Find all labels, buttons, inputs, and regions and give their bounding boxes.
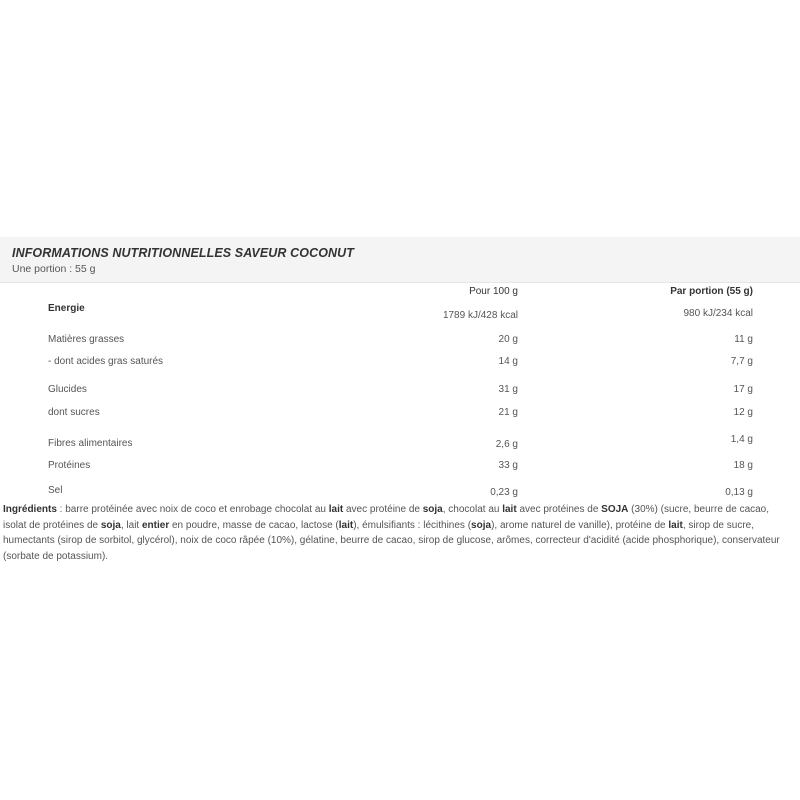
ingredients-segment: avec protéine de (343, 504, 423, 515)
row-value-per-portion: 980 kJ/234 kcal (683, 308, 753, 319)
row-value-per-100g: 21 g (498, 407, 518, 418)
table-row (0, 334, 800, 350)
row-label: Energie (48, 303, 85, 314)
row-value-per-100g: 1789 kJ/428 kcal (442, 310, 518, 321)
allergen: lait (328, 504, 344, 515)
allergen: entier (141, 519, 170, 531)
allergen: lait (338, 519, 354, 531)
ingredients-heading: Ingrédients (3, 504, 57, 515)
allergen: lait (502, 504, 517, 515)
ingredients-text (3, 502, 795, 564)
ingredients-segment: avec protéines de (516, 504, 602, 515)
ingredients-segment: en poudre, masse de cacao, lactose ( (169, 519, 339, 531)
table-row (0, 407, 800, 423)
table-row (0, 434, 800, 454)
allergen: SOJA (601, 504, 629, 515)
allergen: soja (471, 519, 492, 531)
ingredients-segment: , chocolat au (442, 504, 503, 515)
row-value-per-100g: 31 g (498, 384, 518, 395)
row-label: Matières grasses (48, 334, 125, 345)
ingredients-segment: ), arome naturel de vanille), protéine de (491, 519, 669, 531)
nutrition-table (0, 283, 800, 503)
row-label: Glucides (48, 384, 87, 395)
nutrition-header (0, 237, 800, 283)
ingredients-segment: , sirop de sucre, humectants (sirop de sorbitol, glycérol), noix de coco râpée (10%), gélatine, beurre de cacao, sirop de glucose, arômes, correcteur d'acidité (acide phosphorique), conservateur (sorbate de potassium). (3, 519, 780, 562)
row-value-per-portion: 11 g (734, 334, 753, 345)
allergen: lait (668, 519, 683, 531)
table-row (0, 303, 800, 319)
column-header-per-100g: Pour 100 g (469, 286, 518, 297)
nutrition-title: INFORMATIONS NUTRITIONNELLES SAVEUR COCONUT (12, 246, 355, 260)
row-label: Sel (48, 485, 63, 496)
row-value-per-portion: 7,7 g (730, 356, 753, 367)
row-label: dont sucres (48, 407, 100, 418)
row-label: Fibres alimentaires (48, 438, 133, 449)
nutrition-panel (0, 237, 800, 503)
row-value-per-100g: 33 g (498, 460, 518, 471)
ingredients-segment: , lait (120, 519, 142, 531)
row-value-per-portion: 0,13 g (725, 487, 753, 498)
row-value-per-100g: 0,23 g (490, 487, 518, 498)
ingredients-segment: (30%) (sucre, beurre de cacao, isolat de protéines de (3, 504, 770, 531)
portion-size: Une portion : 55 g (12, 263, 96, 275)
row-label: - dont acides gras saturés (48, 356, 164, 367)
table-row (0, 356, 800, 372)
table-row (0, 384, 800, 400)
ingredients-segment: ), émulsifiants : lécithines ( (353, 519, 472, 531)
row-value-per-100g: 14 g (498, 356, 518, 367)
allergen: soja (422, 504, 443, 515)
row-value-per-portion: 12 g (733, 407, 753, 418)
table-row (0, 460, 800, 476)
row-value-per-100g: 20 g (498, 334, 518, 345)
ingredients-segment: : barre protéinée avec noix de coco et enrobage chocolat au (56, 504, 329, 515)
row-label: Protéines (48, 460, 91, 471)
row-value-per-portion: 1,4 g (730, 434, 753, 445)
row-value-per-portion: 18 g (733, 460, 753, 471)
row-value-per-portion: 17 g (733, 384, 753, 395)
table-row (0, 485, 800, 501)
allergen: soja (100, 519, 121, 531)
column-header-per-portion: Par portion (55 g) (670, 286, 753, 297)
row-value-per-100g: 2,6 g (495, 439, 518, 450)
